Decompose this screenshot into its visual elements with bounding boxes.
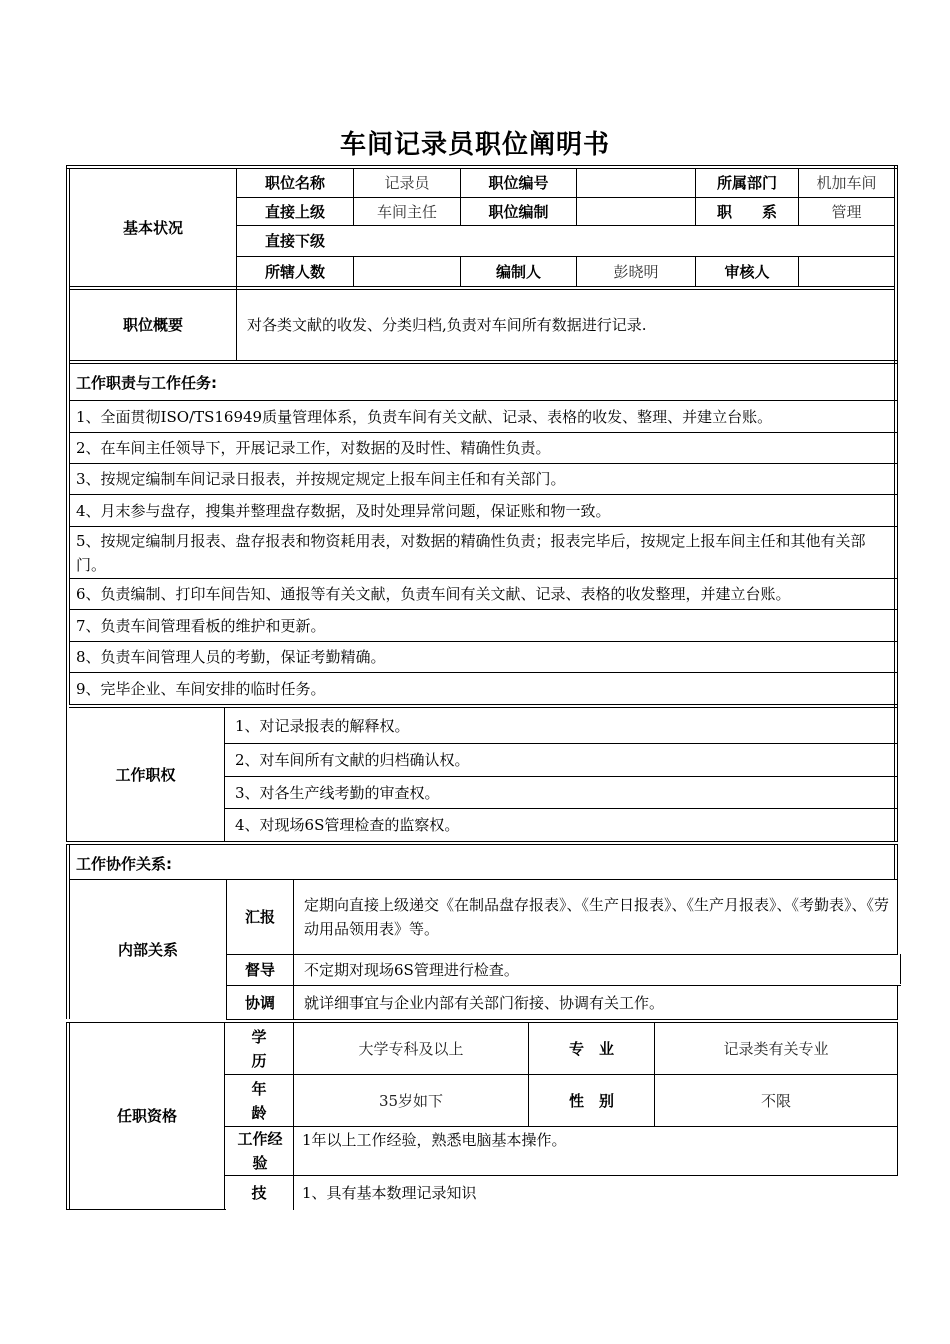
department-value: 机加车间 [816, 174, 877, 192]
reviewer-value [799, 257, 894, 286]
experience-label: 工作经验 [237, 1130, 283, 1172]
duty-item: 8、负责车间管理人员的考勤，保证考勤精确。 [76, 648, 386, 666]
gender-value: 不限 [760, 1091, 791, 1110]
duty-item: 7、负责车间管理看板的维护和更新。 [76, 616, 326, 635]
superior-label: 直接上级 [264, 202, 325, 221]
experience-value: 1年以上工作经验，熟悉电脑基本操作。 [302, 1131, 567, 1149]
headcount-label: 所辖人数 [264, 262, 325, 281]
duty-item: 3、按规定编制车间记录日报表，并按规定规定上报车间主任和有关部门。 [76, 470, 566, 488]
superior-value: 车间主任 [376, 202, 437, 221]
supervise-label: 督导 [244, 961, 275, 979]
headcount-value [354, 257, 460, 286]
position-code-value [577, 169, 695, 197]
authority-item: 1、对记录报表的解释权。 [235, 716, 410, 735]
age-label: 年龄 [251, 1079, 267, 1122]
skill-value: 1、具有基本数理记录知识 [302, 1183, 477, 1202]
summary-label: 职位概要 [122, 316, 183, 334]
qualification-label: 任职资格 [116, 1107, 177, 1125]
position-name-label: 职位名称 [264, 174, 325, 192]
report-text: 定期向直接上级递交《在制品盘存报表》、《生产日报表》、《生产月报表》、《考勤表》、《劳动用品领用表》等。 [304, 896, 890, 938]
authority-item: 4、对现场6S管理检查的监察权。 [235, 816, 460, 834]
report-label: 汇报 [244, 908, 275, 926]
major-value: 记录类有关专业 [723, 1039, 829, 1058]
subordinate-value [354, 226, 894, 256]
internal-relations-label: 内部关系 [117, 940, 178, 959]
summary-text: 对各类文献的收发、分类归档,负责对车间所有数据进行记录. [247, 316, 647, 334]
duty-item: 2、在车间主任领导下，开展记录工作，对数据的及时性、精确性负责。 [76, 439, 551, 457]
position-name-value: 记录员 [384, 174, 430, 192]
age-value: 35岁如下 [378, 1091, 444, 1110]
author-value: 彭晓明 [613, 262, 659, 281]
supervise-text: 不定期对现场6S管理进行检查。 [304, 961, 519, 979]
subordinate-label: 直接下级 [264, 232, 325, 250]
position-code-label: 职位编号 [488, 174, 549, 192]
skill-label: 技 [251, 1183, 267, 1202]
coordinate-text: 就详细事宜与企业内部有关部门衔接、协调有关工作。 [304, 993, 665, 1012]
department-label: 所属部门 [716, 174, 777, 192]
duty-item: 5、按规定编制月报表、盘存报表和物资耗用表，对数据的精确性负责；报表完毕后，按规定上报车间主任和其他有关部门。 [76, 532, 866, 574]
duty-item: 4、月末参与盘存，搜集并整理盘存数据，及时处理异常问题，保证账和物一致。 [76, 501, 611, 520]
cooperation-header: 工作协作关系: [76, 854, 172, 873]
reviewer-label: 审核人 [724, 262, 770, 281]
series-label: 职 系 [716, 202, 777, 221]
gender-label: 性 别 [568, 1091, 614, 1110]
author-label: 编制人 [495, 262, 541, 281]
basic-info-label: 基本状况 [122, 218, 183, 237]
series-value: 管理 [831, 202, 862, 221]
staffing-label: 职位编制 [488, 202, 549, 221]
major-label: 专 业 [568, 1039, 614, 1058]
authority-label: 工作职权 [115, 765, 176, 784]
staffing-value [577, 198, 695, 225]
duties-header: 工作职责与工作任务: [76, 374, 217, 392]
education-label: 学历 [251, 1027, 267, 1070]
authority-item: 2、对车间所有文献的归档确认权。 [235, 751, 470, 769]
education-value: 大学专科及以上 [358, 1039, 464, 1058]
coordinate-label: 协调 [244, 993, 275, 1012]
duty-item: 9、完毕企业、车间安排的临时任务。 [76, 679, 326, 698]
page-title: 车间记录员职位阐明书 [339, 130, 610, 160]
duty-item: 1、全面贯彻ISO/TS16949质量管理体系，负责车间有关文献、记录、表格的收发、整理、并建立台账。 [76, 407, 773, 426]
authority-item: 3、对各生产线考勤的审查权。 [235, 783, 440, 802]
duty-item: 6、负责编制、打印车间告知、通报等有关文献，负责车间有关文献、记录、表格的收发整理，并建立台账。 [76, 585, 791, 603]
